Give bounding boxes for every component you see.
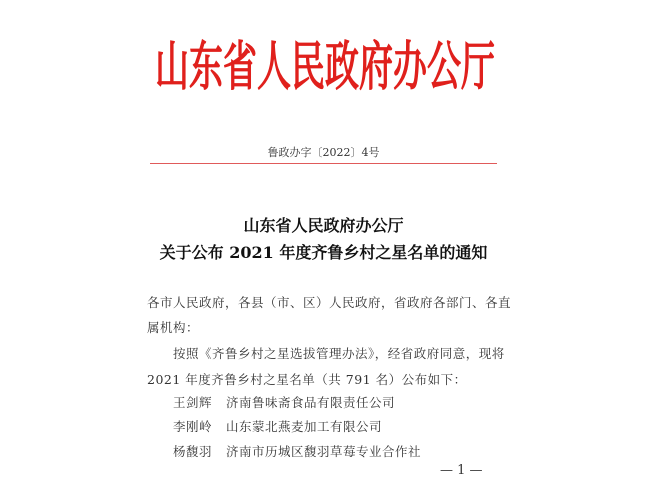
recipient-name: 李刚岭	[173, 419, 213, 434]
salutation-line-2: 属机构：	[147, 320, 200, 335]
list-item	[173, 393, 395, 411]
recipient-org: 济南鲁味斋食品有限责任公司	[226, 395, 396, 410]
document-number: 鲁政办字〔2022〕4号	[267, 146, 380, 159]
red-divider	[150, 163, 497, 164]
issuer-header: 山东省人民政府办公厅	[155, 36, 495, 99]
page-number: — 1 —	[440, 463, 483, 478]
recipient-org: 山东蒙北燕麦加工有限公司	[226, 419, 383, 434]
recipient-name: 王剑辉	[173, 395, 213, 410]
salutation-line-1: 各市人民政府，各县（市、区）人民政府，省政府各部门、各直	[147, 295, 512, 310]
recipient-name: 杨馥羽	[173, 444, 213, 459]
title-line-1: 山东省人民政府办公厅	[243, 216, 404, 235]
list-item	[173, 417, 382, 435]
paragraph-line-2: 2021 年度齐鲁乡村之星名单（共 791 名）公布如下：	[147, 372, 467, 387]
title-line-2: 关于公布 2021 年度齐鲁乡村之星名单的通知	[159, 243, 488, 262]
list-item	[173, 442, 421, 460]
recipient-org: 济南市历城区馥羽草莓专业合作社	[226, 444, 422, 459]
paragraph-line-1: 按照《齐鲁乡村之星选拔管理办法》，经省政府同意，现将	[173, 346, 505, 361]
